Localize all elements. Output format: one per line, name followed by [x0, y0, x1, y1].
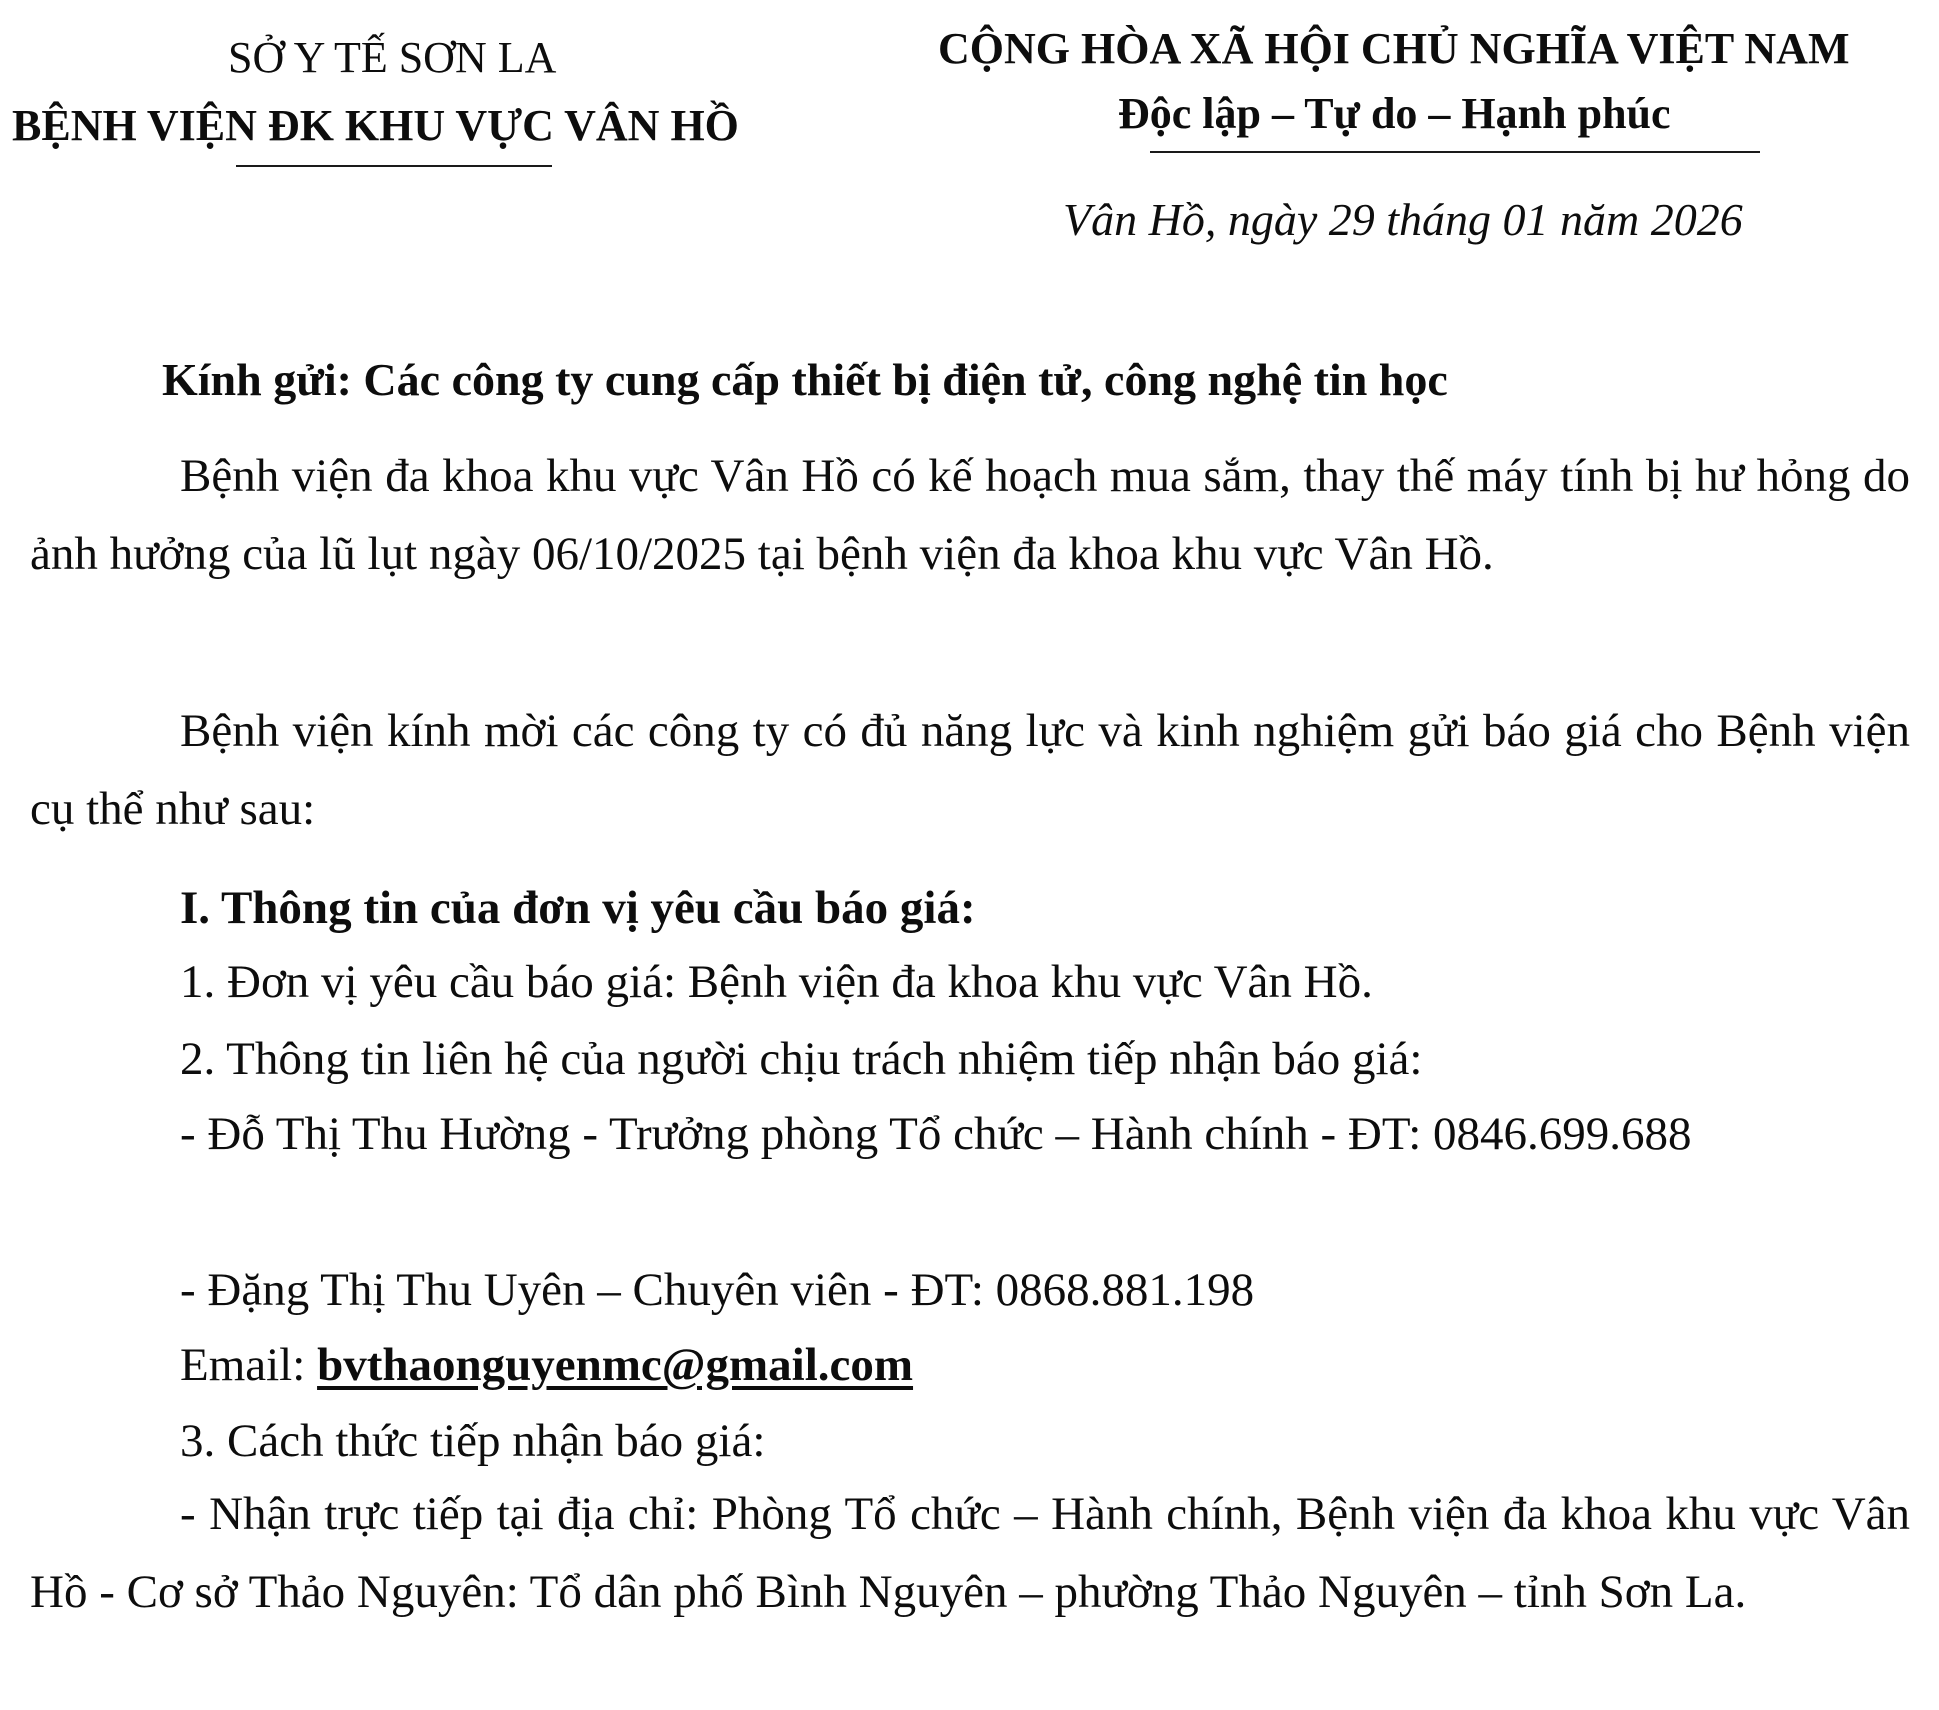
email-link[interactable]: bvthaonguyenmc@gmail.com	[317, 1339, 914, 1391]
recipient-line: Kính gửi: Các công ty cung cấp thiết bị điện tử, công nghệ tin học	[162, 354, 1448, 405]
section-1-item-3: 3. Cách thức tiếp nhận báo giá:	[180, 1415, 766, 1467]
header-left-underline	[236, 165, 552, 167]
header-right-country: CỘNG HÒA XÃ HỘI CHỦ NGHĨA VIỆT NAM	[938, 24, 1850, 73]
intro-paragraph-1: Bệnh viện đa khoa khu vực Vân Hồ có kế hoạch mua sắm, thay thế máy tính bị hư hỏng do ảnh hưởng của lũ lụt ngày 06/10/2025 tại bệnh viện đa khoa khu vực Vân Hồ.	[30, 450, 1910, 580]
header-left-agency: SỞ Y TẾ SƠN LA	[228, 33, 557, 82]
contact-person-2: - Đặng Thị Thu Uyên – Chuyên viên - ĐT: 0868.881.198	[180, 1264, 1255, 1316]
date-line: Vân Hồ, ngày 29 tháng 01 năm 2026	[1063, 194, 1743, 245]
section-1-item-2: 2. Thông tin liên hệ của người chịu trách nhiệm tiếp nhận báo giá:	[180, 1033, 1423, 1085]
header-left-hospital: BỆNH VIỆN ĐK KHU VỰC VÂN HỒ	[12, 101, 739, 150]
intro-paragraph-2: Bệnh viện kính mời các công ty có đủ năng lực và kinh nghiệm gửi báo giá cho Bệnh viện cụ thể như sau:	[30, 705, 1910, 835]
receive-direct-address: - Nhận trực tiếp tại địa chỉ: Phòng Tổ chức – Hành chính, Bệnh viện đa khoa khu vực Vân Hồ - Cơ sở Thảo Nguyên: Tổ dân phố Bình Nguyên – phường Thảo Nguyên – tỉnh Sơn La.	[30, 1488, 1910, 1618]
section-1-item-1: 1. Đơn vị yêu cầu báo giá: Bệnh viện đa khoa khu vực Vân Hồ.	[180, 956, 1373, 1008]
header-right-motto: Độc lập – Tự do – Hạnh phúc	[1118, 89, 1671, 138]
email-line	[180, 1337, 913, 1393]
email-label: Email:	[180, 1339, 318, 1391]
section-1-heading: I. Thông tin của đơn vị yêu cầu báo giá:	[180, 882, 976, 934]
header-right-underline	[1150, 151, 1760, 153]
contact-person-1: - Đỗ Thị Thu Hường - Trưởng phòng Tổ chức – Hành chính - ĐT: 0846.699.688	[180, 1108, 1692, 1160]
